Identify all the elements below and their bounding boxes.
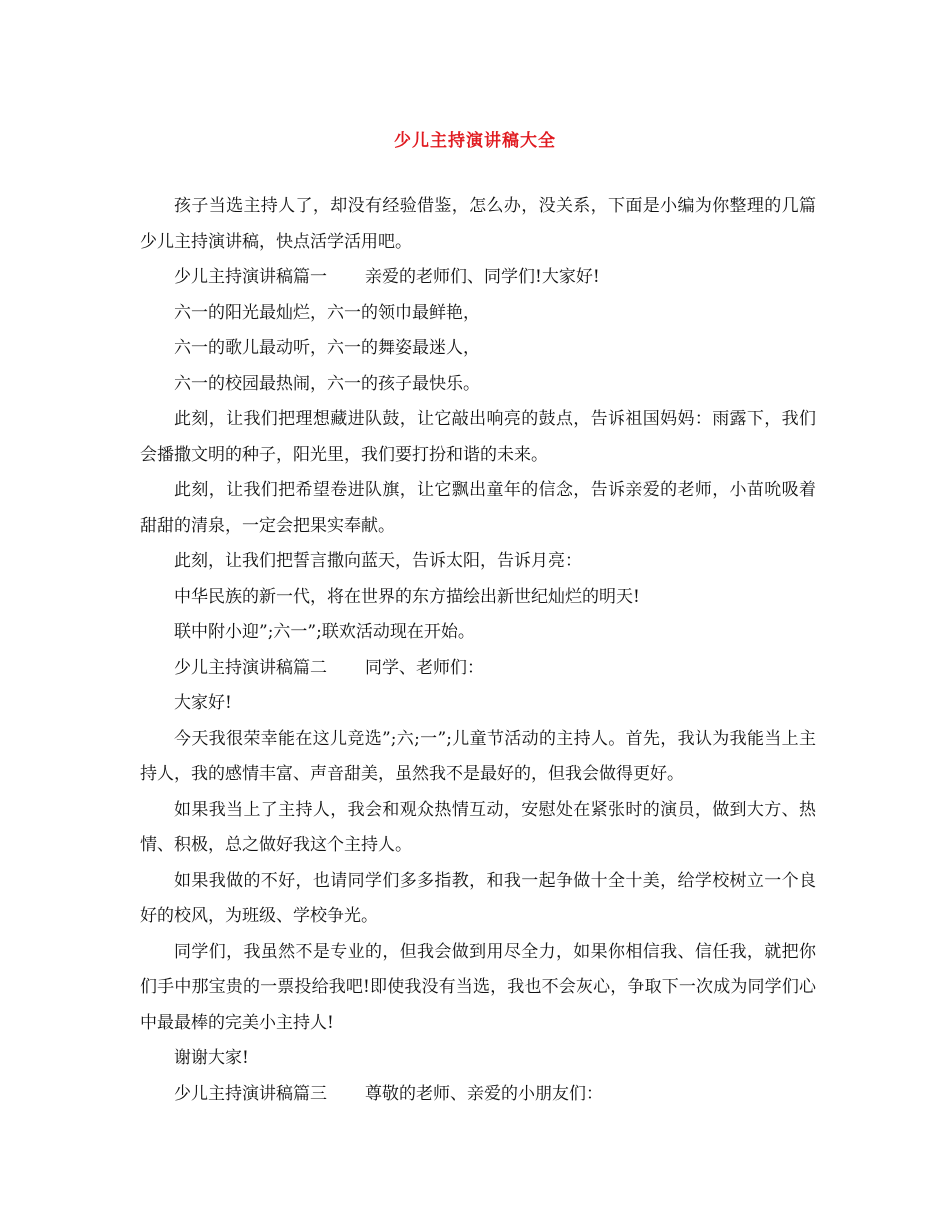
- body-paragraph: 六一的校园最热闹，六一的孩子最快乐。: [174, 373, 480, 394]
- body-paragraph: 今天我很荣幸能在这儿竞选”;六;一”;儿童节活动的主持人。首先，我认为我能当上主持人，我的感情丰富、声音甜美，虽然我不是最好的，但我会做得更好。: [140, 728, 816, 784]
- body-paragraph: 谢谢大家!: [174, 1048, 249, 1068]
- body-paragraph: 如果我做的不好，也请同学们多多指教，和我一起争做十全十美，给学校树立一个良好的校风，为班级、学校争光。: [140, 870, 816, 926]
- document-title: 少儿主持演讲稿大全: [394, 131, 556, 151]
- section-heading-paragraph: [140, 260, 816, 296]
- document-body: [140, 189, 816, 1112]
- body-paragraph: 六一的阳光最灿烂，六一的领巾最鲜艳，: [174, 302, 480, 323]
- body-paragraph: 孩子当选主持人了，却没有经验借鉴，怎么办，没关系，下面是小编为你整理的几篇少儿主持演讲稿，快点活学活用吧。: [140, 196, 816, 252]
- body-paragraph: 大家好!: [174, 693, 232, 713]
- body-paragraph: 此刻，让我们把理想藏进队鼓，让它敲出响亮的鼓点，告诉祖国妈妈：雨露下，我们会播撒文明的种子，阳光里，我们要打扮和谐的未来。: [140, 409, 816, 465]
- body-paragraph: 此刻，让我们把誓言撒向蓝天，告诉太阳，告诉月亮：: [174, 551, 582, 571]
- body-paragraph: 六一的歌儿最动听，六一的舞姿最迷人，: [174, 338, 480, 358]
- section-opening-text: 同学、老师们：: [365, 657, 484, 678]
- body-paragraph: 同学们，我虽然不是专业的，但我会做到用尽全力，如果你相信我、信任我，就把你们手中那宝贵的一票投给我吧!即使我没有当选，我也不会灰心，争取下一次成为同学们心中最最棒的完美小主持人!: [140, 941, 816, 1033]
- section-heading: 少儿主持演讲稿篇一: [174, 267, 327, 287]
- section-heading-paragraph: [140, 651, 816, 687]
- body-paragraph: 中华民族的新一代，将在世界的东方描绘出新世纪灿烂的明天!: [174, 586, 640, 607]
- section-heading-paragraph: [140, 1077, 816, 1113]
- body-paragraph: 如果我当上了主持人，我会和观众热情互动，安慰处在紧张时的演员，做到大方、热情、积极，总之做好我这个主持人。: [140, 799, 816, 855]
- body-paragraph: 此刻，让我们把希望卷进队旗，让它飘出童年的信念，告诉亲爱的老师，小苗吮吸着甜甜的清泉，一定会把果实奉献。: [140, 480, 816, 536]
- section-heading: 少儿主持演讲稿篇二: [174, 657, 327, 678]
- body-paragraph: 联中附小迎”;六一”;联欢活动现在开始。: [174, 622, 475, 642]
- section-heading: 少儿主持演讲稿篇三: [174, 1083, 327, 1104]
- section-opening-text: 亲爱的老师们、同学们!大家好!: [365, 267, 600, 287]
- section-opening-text: 尊敬的老师、亲爱的小朋友们：: [365, 1083, 603, 1104]
